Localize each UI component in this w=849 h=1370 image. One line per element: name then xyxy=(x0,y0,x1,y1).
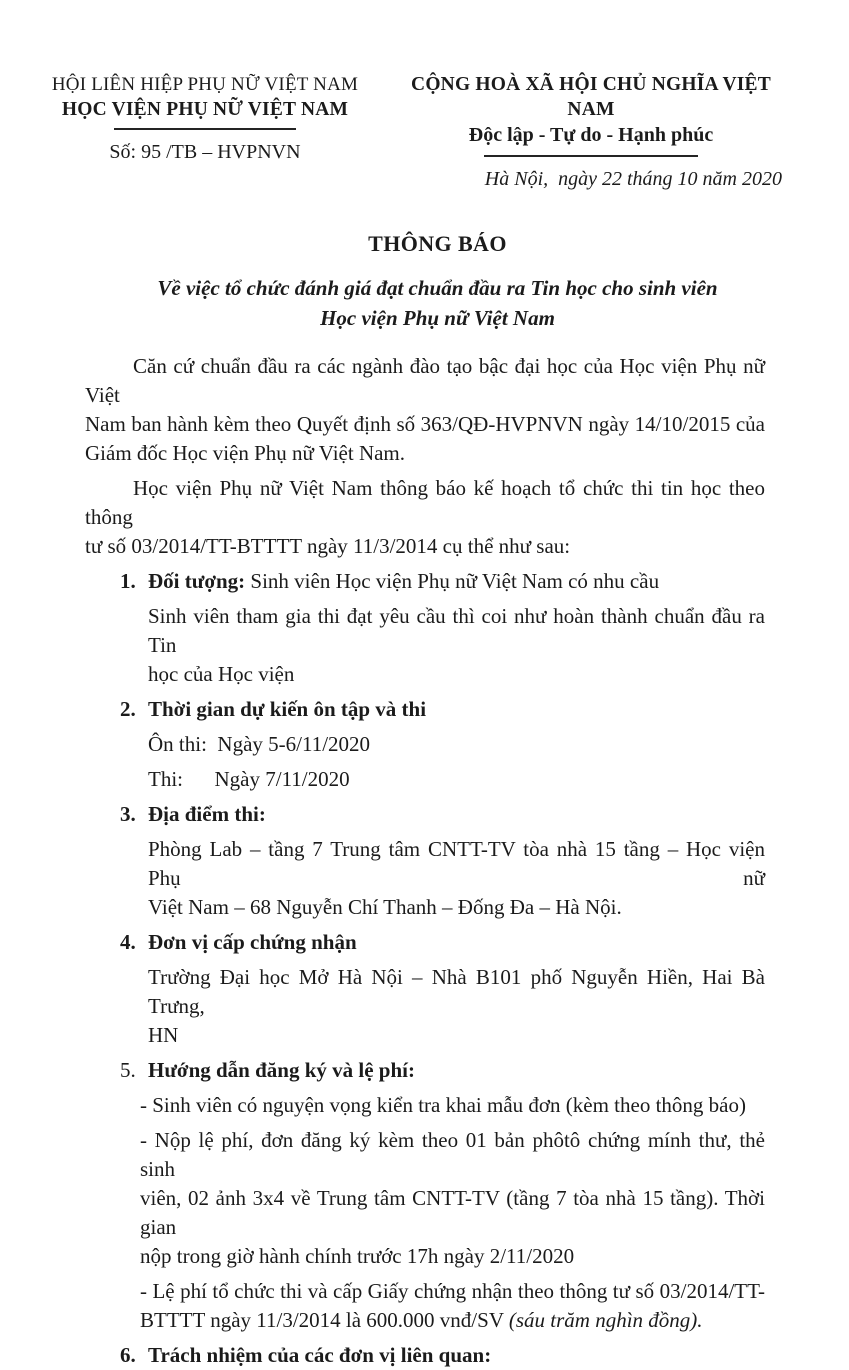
list-item-number: 3. xyxy=(120,802,136,826)
document-subject xyxy=(26,273,849,333)
paragraph-line: Phòng Lab – tầng 7 Trung tâm CNTT-TV tòa nhà 15 tầng – Học viện Phụ nữ xyxy=(148,837,765,890)
exam-date-line: Thi: Ngày 7/11/2020 xyxy=(148,767,350,791)
list-item-label: Đơn vị cấp chứng nhận xyxy=(148,930,357,954)
paragraph-line: Việt Nam – 68 Nguyễn Chí Thanh – Đống Đa – Hà Nội. xyxy=(148,895,622,919)
list-item-label: Địa điểm thi: xyxy=(148,802,266,826)
fee-instruction-3 xyxy=(85,1277,765,1335)
organization-underline xyxy=(114,128,296,130)
list-item-label: Đối tượng: xyxy=(148,569,246,593)
organization-name: HỌC VIỆN PHỤ NỮ VIỆT NAM xyxy=(61,99,349,120)
paragraph-line: viên, 02 ảnh 3x4 về Trung tâm CNTT-TV (tầng 7 tòa nhà 15 tầng). Thời gian xyxy=(140,1186,765,1239)
review-date-line: Ôn thi: Ngày 5-6/11/2020 xyxy=(148,732,371,756)
list-item-number: 1. xyxy=(120,569,136,593)
list-item-text: Sinh viên Học viện Phụ nữ Việt Nam có nhu cầu xyxy=(245,569,660,593)
paragraph-line: HN xyxy=(148,1023,179,1047)
paragraph-line: Trường Đại học Mở Hà Nội – Nhà B101 phố Nguyễn Hiền, Hai Bà Trưng, xyxy=(148,965,765,1018)
document-header xyxy=(0,0,849,193)
paragraph-line: - Lệ phí tổ chức thi và cấp Giấy chứng nhận theo thông tư số 03/2014/TT- xyxy=(140,1279,765,1303)
title-block xyxy=(0,229,849,333)
document-title: THÔNG BÁO xyxy=(368,231,507,256)
list-item-3-content xyxy=(85,835,765,922)
place-and-date: Hà Nội, ngày 22 tháng 10 năm 2020 xyxy=(484,168,782,190)
motto-underline xyxy=(484,155,698,157)
list-item-number: 5. xyxy=(120,1058,136,1082)
paragraph-line: nộp trong giờ hành chính trước 17h ngày 2/11/2020 xyxy=(140,1244,575,1268)
fee-amount-in-words: (sáu trăm nghìn đồng). xyxy=(508,1308,703,1332)
list-item-2-heading xyxy=(85,695,765,724)
paragraph-line: Giám đốc Học viện Phụ nữ Việt Nam. xyxy=(85,441,406,465)
national-motto-block xyxy=(390,72,792,193)
fee-amount-text: BTTTT ngày 11/3/2014 là 600.000 vnđ/SV xyxy=(140,1308,509,1332)
national-motto: Độc lập - Tự do - Hạnh phúc xyxy=(468,124,714,146)
paragraph-announcement xyxy=(85,474,765,561)
subject-line-1: Về việc tổ chức đánh giá đạt chuẩn đầu ra Tin học cho sinh viên xyxy=(157,276,718,300)
paragraph-legal-basis xyxy=(85,352,765,468)
paragraph-line: Học viện Phụ nữ Việt Nam thông báo kế hoạch tổ chức thi tin học theo thông xyxy=(85,476,765,529)
list-item-label: Hướng dẫn đăng ký và lệ phí: xyxy=(148,1058,415,1082)
document-body xyxy=(0,333,849,1370)
list-item-number: 2. xyxy=(120,697,136,721)
subject-line-2: Học viện Phụ nữ Việt Nam xyxy=(320,306,555,330)
list-item-1-heading xyxy=(85,567,765,596)
national-title: CỘNG HOÀ XÃ HỘI CHỦ NGHĨA VIỆT NAM xyxy=(411,74,771,120)
paragraph-line: Sinh viên tham gia thi đạt yêu cầu thì coi như hoàn thành chuẩn đầu ra Tin xyxy=(148,604,765,657)
paragraph-line: - Nộp lệ phí, đơn đăng ký kèm theo 01 bản phôtô chứng mính thư, thẻ sinh xyxy=(140,1128,765,1181)
list-item-label: Thời gian dự kiến ôn tập và thi xyxy=(148,697,427,721)
list-item-3-heading xyxy=(85,800,765,829)
paragraph-line: học của Học viện xyxy=(148,662,295,686)
fee-instruction-2 xyxy=(85,1126,765,1271)
parent-organization-name: HỘI LIÊN HIỆP PHỤ NỮ VIỆT NAM xyxy=(51,74,359,95)
list-item-6-heading xyxy=(85,1341,765,1370)
list-item-4-content xyxy=(85,963,765,1050)
paragraph-line: - Sinh viên có nguyện vọng kiển tra khai mẫu đơn (kèm theo thông báo) xyxy=(140,1093,746,1117)
list-item-5-heading xyxy=(85,1056,765,1085)
paragraph-line: Căn cứ chuẩn đầu ra các ngành đào tạo bậc đại học của Học viện Phụ nữ Việt xyxy=(85,354,765,407)
issuing-organization-block xyxy=(40,72,370,193)
paragraph-line xyxy=(140,1306,765,1335)
fee-instruction-1 xyxy=(85,1091,765,1120)
list-item-number: 4. xyxy=(120,930,136,954)
paragraph-line: tư số 03/2014/TT-BTTTT ngày 11/3/2014 cụ thể như sau: xyxy=(85,534,571,558)
list-item-1-content xyxy=(85,602,765,689)
document-number: Số: 95 /TB – HVPNVN xyxy=(109,141,301,163)
list-item-4-heading xyxy=(85,928,765,957)
list-item-label: Trách nhiệm của các đơn vị liên quan: xyxy=(148,1343,492,1367)
paragraph-line: Nam ban hành kèm theo Quyết định số 363/QĐ-HVPNVN ngày 14/10/2015 của xyxy=(85,412,765,436)
list-item-number: 6. xyxy=(120,1343,136,1367)
